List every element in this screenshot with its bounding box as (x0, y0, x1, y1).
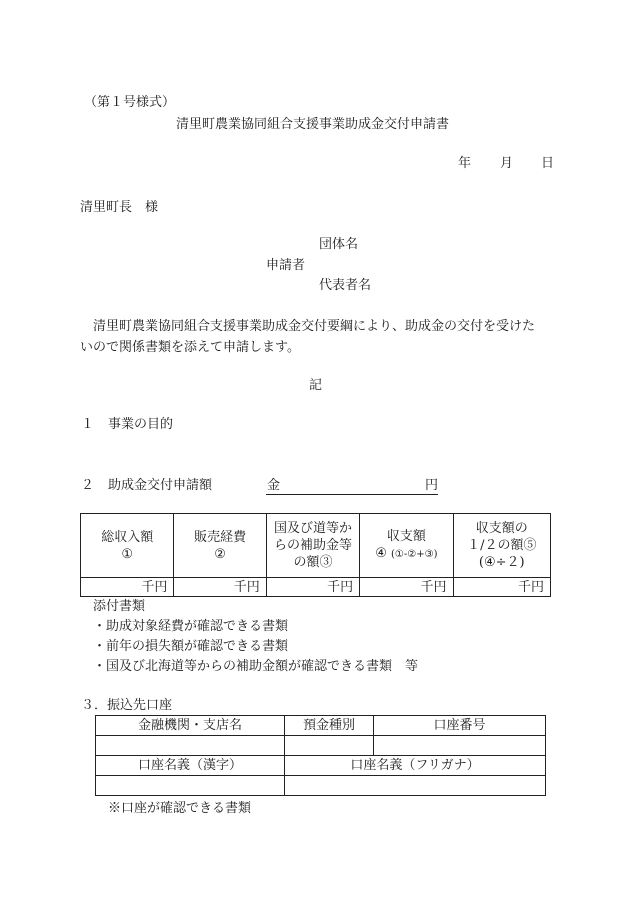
section-3-label: ３．振込先口座 (81, 698, 173, 713)
attachment-item: ・前年の損失額が確認できる書類 (93, 639, 289, 654)
total-income-unit: 千円 (81, 578, 174, 597)
header-line: らの補助金等 (273, 538, 352, 553)
date-month: 月 (500, 156, 514, 171)
header-line: 国及び道等か (273, 521, 352, 536)
representative-label: 代表者名 (319, 278, 372, 293)
header-line: 販売経費 (194, 529, 247, 545)
account-name-kana-cell[interactable] (285, 776, 546, 796)
amount-underline (266, 494, 438, 495)
income-table-value-row (81, 578, 551, 597)
subsidy-unit: 千円 (266, 578, 359, 597)
header-circle-number: ④ (375, 546, 387, 561)
bank-name-header: 金融機関・支店名 (96, 716, 285, 736)
deposit-type-header: 預金種別 (285, 716, 374, 736)
amount-kin: 金 (267, 478, 281, 493)
header-line: ① (121, 546, 134, 562)
applicant-label: 申請者 (266, 258, 306, 273)
amount-yen: 円 (425, 478, 439, 493)
income-table-header-row (81, 514, 551, 578)
section-2-label: 助成金交付申請額 (108, 478, 213, 493)
date-day: 日 (541, 156, 555, 171)
document-title: 清里町農業協同組合支援事業助成金交付申請書 (176, 117, 450, 132)
header-line: １/２の額⑤ (467, 538, 537, 553)
account-number-header: 口座番号 (374, 716, 546, 736)
account-name-header-row (96, 756, 546, 776)
account-name-kanji-cell[interactable] (96, 776, 285, 796)
account-note: ※口座が確認できる書類 (108, 801, 252, 816)
income-table (80, 513, 551, 597)
section-1-label: 事業の目的 (108, 417, 174, 432)
header-line (360, 545, 452, 563)
account-name-input-row (96, 776, 546, 796)
addressee: 清里町長 様 (80, 200, 159, 215)
half-balance-unit: 千円 (453, 578, 550, 597)
header-formula: (①-②+③) (391, 549, 438, 560)
org-name-label: 団体名 (319, 237, 359, 252)
bank-input-row (96, 736, 546, 756)
account-name-kana-header: 口座名義（フリガナ） (285, 756, 546, 776)
header-line: 収支額 (386, 529, 426, 544)
balance-unit: 千円 (360, 578, 453, 597)
sales-cost-unit: 千円 (174, 578, 266, 597)
ki-heading: 記 (309, 378, 323, 393)
body-text-line-2: いので関係書類を添えて申請します。 (80, 340, 300, 355)
section-1-number: １ (81, 417, 95, 432)
date-year: 年 (458, 156, 472, 171)
bank-account-table (95, 715, 546, 796)
section-2-number: ２ (81, 478, 95, 493)
account-number-cell[interactable] (374, 736, 546, 756)
attachments-title: 添付書類 (93, 599, 146, 614)
account-name-kanji-header: 口座名義（漢字） (96, 756, 285, 776)
header-line: の額③ (293, 555, 333, 570)
bank-header-row (96, 716, 546, 736)
form-number: （第１号様式） (84, 95, 176, 110)
attachment-item: ・国及び北海道等からの補助金額が確認できる書類 等 (93, 659, 419, 674)
header-line: 総収入額 (101, 529, 154, 545)
header-line: ② (214, 546, 226, 562)
header-line: (④÷２) (478, 555, 525, 570)
balance-header (360, 514, 453, 578)
deposit-type-cell[interactable] (285, 736, 374, 756)
body-text-line-1: 清里町農業協同組合支援事業助成金交付要綱により、助成金の交付を受けた (93, 319, 536, 334)
sales-cost-header (174, 514, 266, 578)
total-income-header (81, 514, 174, 578)
subsidy-header (266, 514, 359, 578)
header-line: 収支額の (475, 521, 528, 536)
half-balance-header (453, 514, 550, 578)
bank-name-cell[interactable] (96, 736, 285, 756)
attachment-item: ・助成対象経費が確認できる書類 (93, 619, 289, 634)
